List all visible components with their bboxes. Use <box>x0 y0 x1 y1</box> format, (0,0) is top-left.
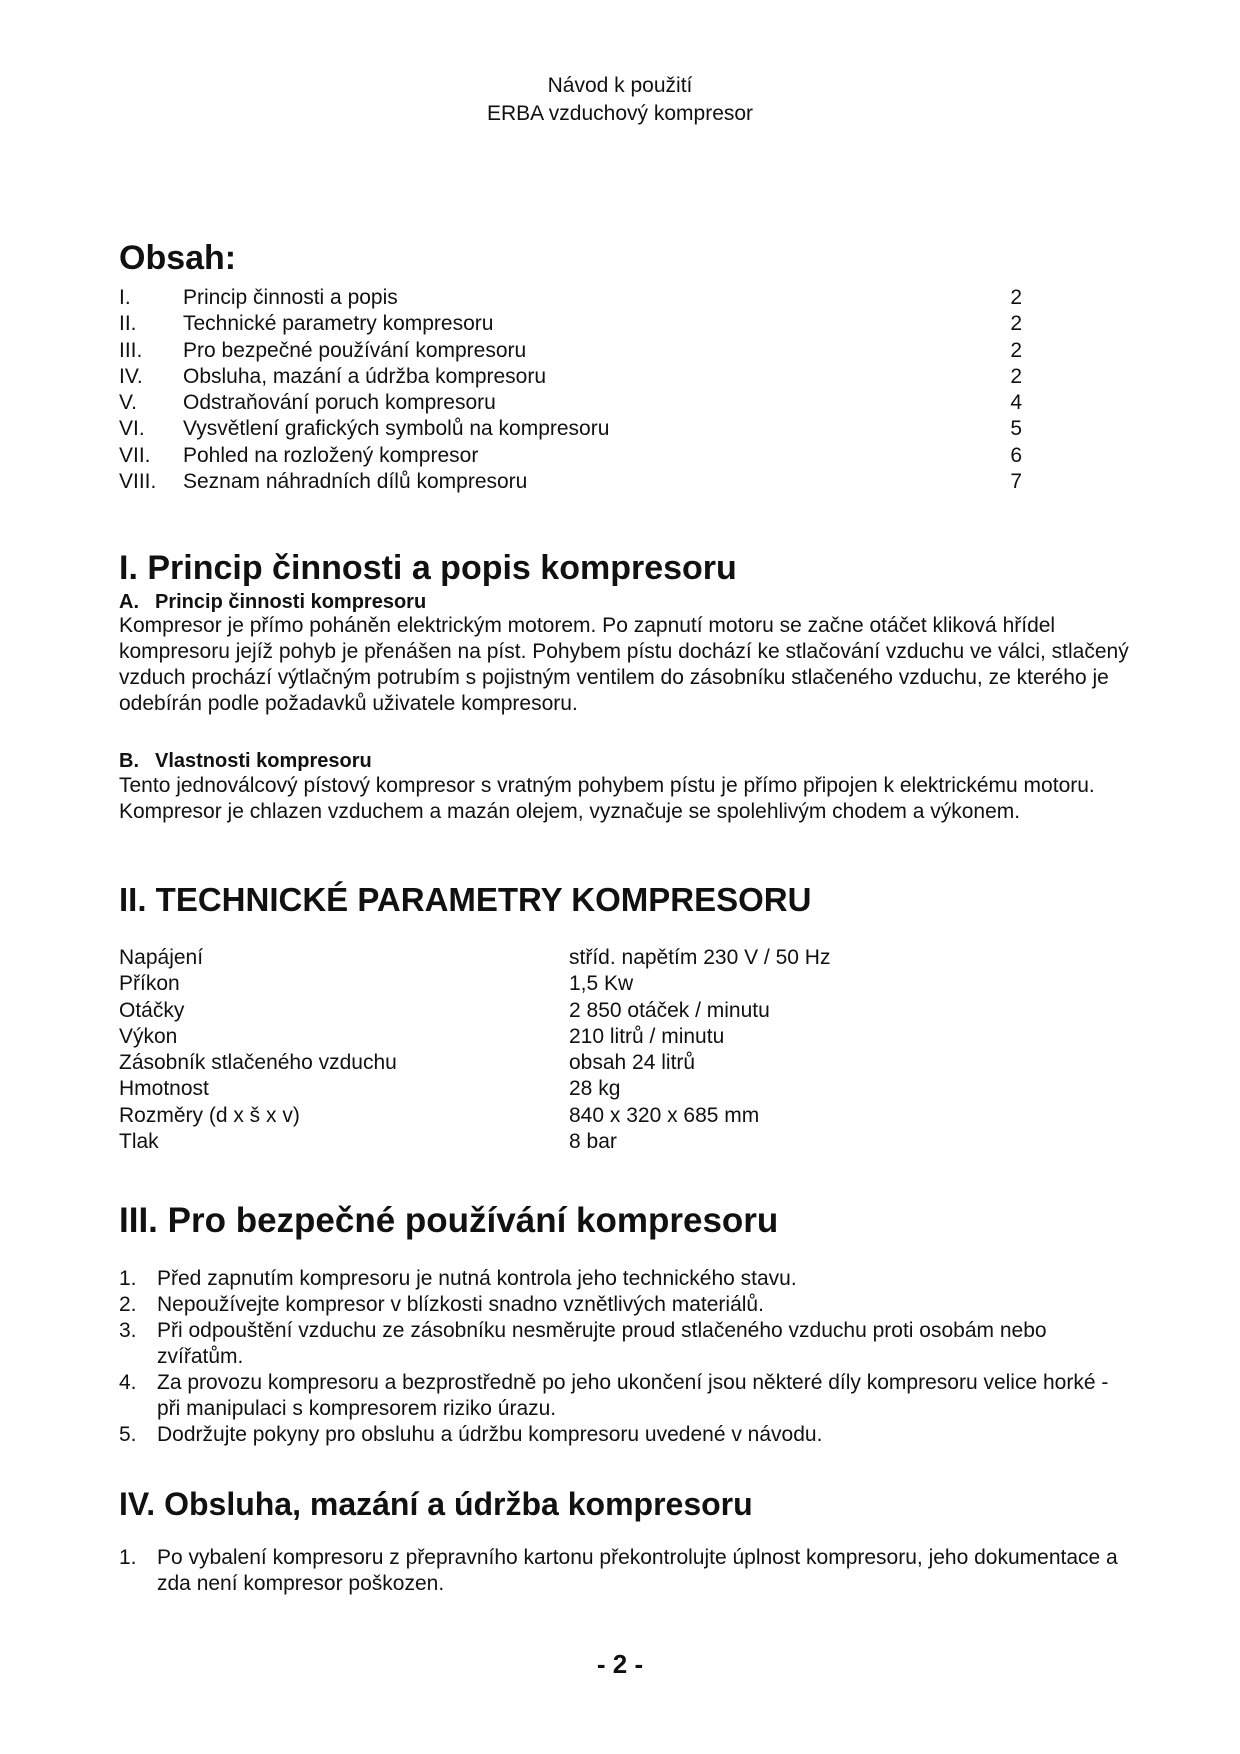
parameter-row <box>119 1024 1019 1050</box>
toc-item <box>119 338 1022 364</box>
parameter-name: Příkon <box>119 972 180 996</box>
list-item-text: Po vybalení kompresoru z přepravního kartonu překontrolujte úplnost kompresoru, jeho dokumentace a zda není kompresor poškozen. <box>157 1546 1118 1595</box>
subsection-b-heading <box>119 749 372 773</box>
section-3-heading: III. Pro bezpečné používání kompresoru <box>119 1201 779 1240</box>
page-number: - 2 - <box>596 1649 644 1679</box>
toc-item-page: 2 <box>1010 312 1022 336</box>
list-item-text: Za provozu kompresoru a bezprostředně po jeho ukončení jsou některé díly kompresoru velice horké - při manipulaci s kompresorem riziko úrazu. <box>157 1371 1109 1420</box>
parameter-value: 28 kg <box>569 1077 621 1101</box>
toc-item-page: 4 <box>1010 391 1022 415</box>
list-item-text: Dodržujte pokyny pro obsluhu a údržbu kompresoru uvedené v návodu. <box>157 1423 823 1446</box>
parameter-value: 8 bar <box>569 1130 617 1154</box>
parameter-name: Otáčky <box>119 998 185 1022</box>
list-item-text: Při odpouštění vzduchu ze zásobníku nesměrujte proud stlačeného vzduchu proti osobám nebo zvířatům. <box>157 1319 1047 1368</box>
subsection-a-heading <box>119 590 426 614</box>
list-item-number: 3. <box>119 1319 137 1342</box>
list-item-number: 4. <box>119 1371 137 1394</box>
toc-item-page: 2 <box>1010 364 1022 388</box>
toc-item <box>119 285 1022 311</box>
list-item <box>119 1266 1129 1292</box>
parameter-row <box>119 1050 1019 1076</box>
toc-item-number: V. <box>119 391 137 415</box>
toc-item-page: 2 <box>1010 286 1022 309</box>
subsection-a-letter: A. <box>119 591 139 613</box>
toc-item-label: Vysvětlení grafických symbolů na kompresoru <box>183 417 610 441</box>
toc-item <box>119 443 1022 469</box>
subsection-b-text: Tento jednoválcový pístový kompresor s vratným pohybem pístu je přímo připojen k elektrickému motoru. Kompresor je chlazen vzduchem a mazán olejem, vyznačuje se spolehlivým chodem a výkonem. <box>119 774 1095 823</box>
parameter-name: Napájení <box>119 946 204 969</box>
parameter-name: Výkon <box>119 1024 178 1048</box>
parameter-row <box>119 945 1019 971</box>
list-item-text: Nepoužívejte kompresor v blízkosti snadno vznětlivých materiálů. <box>157 1293 764 1316</box>
subsection-b-title: Vlastnosti kompresoru <box>155 750 372 772</box>
list-item-number: 1. <box>119 1546 137 1569</box>
table-of-contents <box>119 285 1022 495</box>
parameter-row <box>119 1103 1019 1129</box>
parameter-row <box>119 971 1019 997</box>
parameter-row <box>119 998 1019 1024</box>
toc-item <box>119 416 1022 442</box>
toc-item <box>119 364 1022 390</box>
parameter-name: Hmotnost <box>119 1077 209 1101</box>
maintenance-instructions-list <box>119 1545 1129 1597</box>
subsection-b-letter: B. <box>119 750 139 772</box>
list-item-number: 1. <box>119 1267 137 1290</box>
toc-title: Obsah: <box>119 239 237 277</box>
toc-item-label: Pohled na rozložený kompresor <box>183 443 479 467</box>
toc-item-label: Pro bezpečné používání kompresoru <box>183 338 527 362</box>
parameter-value: 2 850 otáček / minutu <box>569 998 770 1022</box>
toc-item <box>119 311 1022 337</box>
list-item <box>119 1422 1129 1448</box>
toc-item-label: Odstraňování poruch kompresoru <box>183 391 496 415</box>
toc-item-page: 2 <box>1010 338 1022 362</box>
header-line-2: ERBA vzduchový kompresor <box>486 102 754 125</box>
list-item <box>119 1370 1129 1422</box>
toc-item-label: Technické parametry kompresoru <box>183 312 494 336</box>
safety-instructions-list <box>119 1266 1129 1448</box>
list-item <box>119 1292 1129 1318</box>
toc-item-page: 7 <box>1010 470 1022 494</box>
toc-item-number: II. <box>119 312 137 336</box>
subsection-a-text: Kompresor je přímo poháněn elektrickým motorem. Po zapnutí motoru se začne otáčet kliková hřídel kompresoru jejíž pohyb je přenášen na píst. Pohybem pístu dochází ke stlačování vzduchu ve válci, stlačený vzduch prochází výtlačným potrubím s pojistným ventilem do zásobníku stlačeného vzduchu, ze kterého je odebírán podle požadavků uživatele kompresoru. <box>119 614 1129 715</box>
toc-item <box>119 469 1022 495</box>
toc-item-number: VIII. <box>119 470 157 494</box>
parameter-value: 210 litrů / minutu <box>569 1024 725 1048</box>
page-header <box>0 72 1240 128</box>
technical-parameters-table <box>119 945 1019 1155</box>
toc-item <box>119 390 1022 416</box>
toc-item-label: Princip činnosti a popis <box>183 286 398 309</box>
parameter-value: 1,5 Kw <box>569 972 634 996</box>
section-1-heading: I. Princip činnosti a popis kompresoru <box>119 549 737 587</box>
parameter-row <box>119 1129 1019 1155</box>
parameter-value: 840 x 320 x 685 mm <box>569 1103 760 1127</box>
parameter-value: stříd. napětím 230 V / 50 Hz <box>569 946 831 969</box>
toc-item-label: Obsluha, mazání a údržba kompresoru <box>183 364 547 388</box>
toc-item-number: III. <box>119 338 143 362</box>
parameter-name: Tlak <box>119 1130 159 1154</box>
toc-item-label: Seznam náhradních dílů kompresoru <box>183 470 528 494</box>
toc-item-page: 6 <box>1010 443 1022 467</box>
list-item-number: 2. <box>119 1293 137 1316</box>
parameter-value: obsah 24 litrů <box>569 1051 696 1075</box>
toc-item-number: VI. <box>119 417 145 441</box>
list-item-number: 5. <box>119 1423 137 1446</box>
subsection-a-title: Princip činnosti kompresoru <box>155 591 427 613</box>
parameter-name: Zásobník stlačeného vzduchu <box>119 1051 397 1075</box>
parameter-row <box>119 1076 1019 1102</box>
toc-item-number: IV. <box>119 364 143 388</box>
toc-item-number: VII. <box>119 443 151 467</box>
section-2-heading: II. TECHNICKÉ PARAMETRY KOMPRESORU <box>119 881 812 918</box>
list-item <box>119 1318 1129 1370</box>
parameter-name: Rozměry (d x š x v) <box>119 1103 300 1127</box>
list-item-text: Před zapnutím kompresoru je nutná kontrola jeho technického stavu. <box>157 1267 797 1290</box>
toc-item-page: 5 <box>1010 417 1022 441</box>
toc-item-number: I. <box>119 286 131 309</box>
section-4-heading: IV. Obsluha, mazání a údržba kompresoru <box>119 1486 753 1522</box>
list-item <box>119 1545 1129 1597</box>
header-line-1: Návod k použití <box>547 74 693 97</box>
